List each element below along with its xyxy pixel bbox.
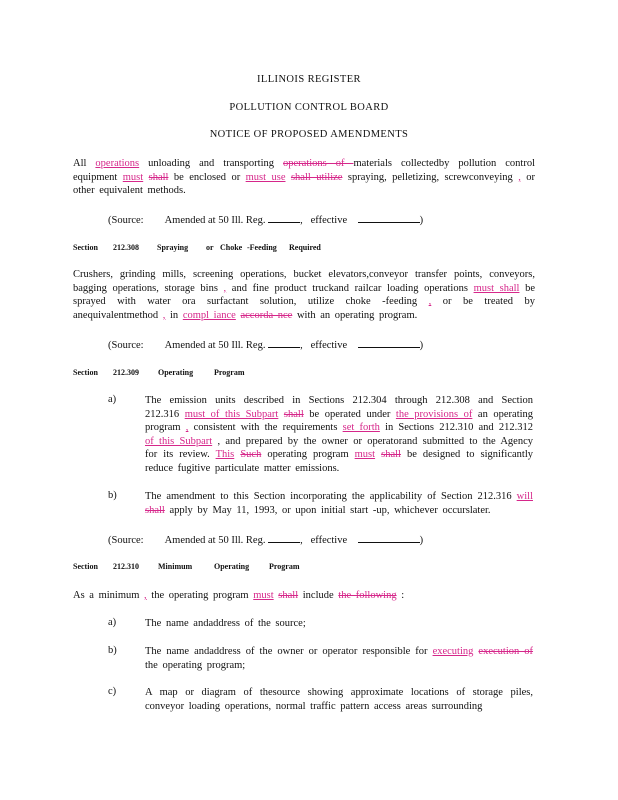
header-register: ILLINOIS REGISTER — [257, 74, 361, 85]
insertion: must — [354, 449, 376, 461]
section-heading-308: Section 212.308 Spraying or Choke -Feeding Required — [73, 243, 321, 252]
deletion: execution of — [478, 646, 534, 657]
deletion: shall — [145, 504, 165, 516]
list-item: The name andaddress of the source; — [145, 618, 306, 629]
paragraph-minimum: As a minimum , the operating program must shall include the following : — [73, 590, 405, 601]
deletion: Such — [240, 449, 262, 461]
insertion: must of this Subpart — [184, 408, 279, 420]
paragraph-spraying: Crushers, grinding mills, screening operations, bucket elevators,conveyor transfer points, conveyors, bagging operations, storage bins , and fine product truckand railcar loading operations must shall be sprayed with water ora surfactant solution, utilize choke -feeding , or be treated by anequivalentmethod , in compl iance accorda nce with an operating program. — [73, 269, 535, 321]
header-board: POLLUTION CONTROL BOARD — [229, 102, 389, 113]
deletion: shall — [381, 449, 401, 461]
blank-line — [358, 213, 420, 223]
insertion: must — [122, 171, 144, 183]
insertion: This — [215, 449, 235, 461]
blank-line — [268, 338, 300, 348]
list-item: A map or diagram of thesource showing approximate locations of storage piles, conveyor loading operations, normal traffic pattern access areas surrounding — [145, 687, 533, 712]
section-heading-309: Section 212.309 Operating Program — [73, 368, 245, 377]
list-marker: a) — [108, 617, 117, 628]
list-marker: b) — [108, 645, 117, 656]
list-item: The name andaddress of the owner or operator responsible for executing execution of the operating program; — [145, 646, 534, 671]
insertion: operations — [95, 158, 140, 169]
deletion: shall — [283, 408, 304, 420]
header-notice: NOTICE OF PROPOSED AMENDMENTS — [209, 129, 409, 140]
source-line: (Source: Amended at 50 Ill. Reg. , effective ) — [108, 535, 424, 546]
insertion: must use — [245, 171, 286, 183]
insertion: must shall — [473, 282, 520, 294]
list-marker: a) — [108, 394, 117, 405]
insertion: , — [185, 422, 189, 434]
paragraph-intro: All operations unloading and transporting operations of materials collectedby pollution control equipment must shall be enclosed or must use shall utilize spraying, pelletizing, screwconveying , or other equivalent methods. — [73, 158, 536, 197]
list-marker: c) — [108, 686, 117, 697]
list-item: The emission units described in Sections 212.304 through 212.308 and Section 212.316 must of this Subpart shall be operated under the provisions of an operating program , consistent with the requirements set forth in Sections 212.310 and 212.312 of this Subpart , and prepared by the owner or operatorand submitted to the Agency for its review. This Such operating program must shall be designed to significantly reduce fugitive particulate matter emissions. — [145, 395, 534, 474]
insertion: will — [516, 491, 533, 502]
blank-line — [268, 213, 300, 223]
deletion: accorda nce — [240, 309, 293, 321]
list-marker: b) — [108, 490, 117, 501]
insertion: set forth — [342, 422, 380, 434]
insertion: must — [253, 590, 274, 601]
deletion: shall — [148, 171, 169, 183]
insertion: of this Subpart — [145, 435, 213, 447]
blank-line — [268, 533, 300, 543]
list-item: The amendment to this Section incorporating the applicability of Section 212.316 will shall apply by May 11, 1993, or upon initial start -up, whichever occurslater. — [145, 491, 533, 516]
deletion: shall — [278, 590, 299, 601]
section-heading-310: Section 212.310 Minimum Operating Program — [73, 562, 300, 571]
blank-line — [358, 533, 420, 543]
insertion: the provisions of — [395, 408, 473, 420]
insertion: , — [223, 282, 227, 294]
deletion: operations of — [283, 158, 354, 169]
insertion: , — [518, 171, 521, 183]
insertion: , — [428, 296, 432, 308]
insertion: executing — [432, 646, 474, 657]
deletion: the following — [338, 590, 397, 601]
source-line: (Source: Amended at 50 Ill. Reg. , effective ) — [108, 215, 424, 226]
insertion: compl iance — [182, 309, 236, 321]
blank-line — [358, 338, 420, 348]
insertion: , — [144, 590, 147, 601]
deletion: shall utilize — [290, 171, 343, 183]
source-line: (Source: Amended at 50 Ill. Reg. , effective ) — [108, 340, 424, 351]
insertion: , — [162, 309, 166, 321]
